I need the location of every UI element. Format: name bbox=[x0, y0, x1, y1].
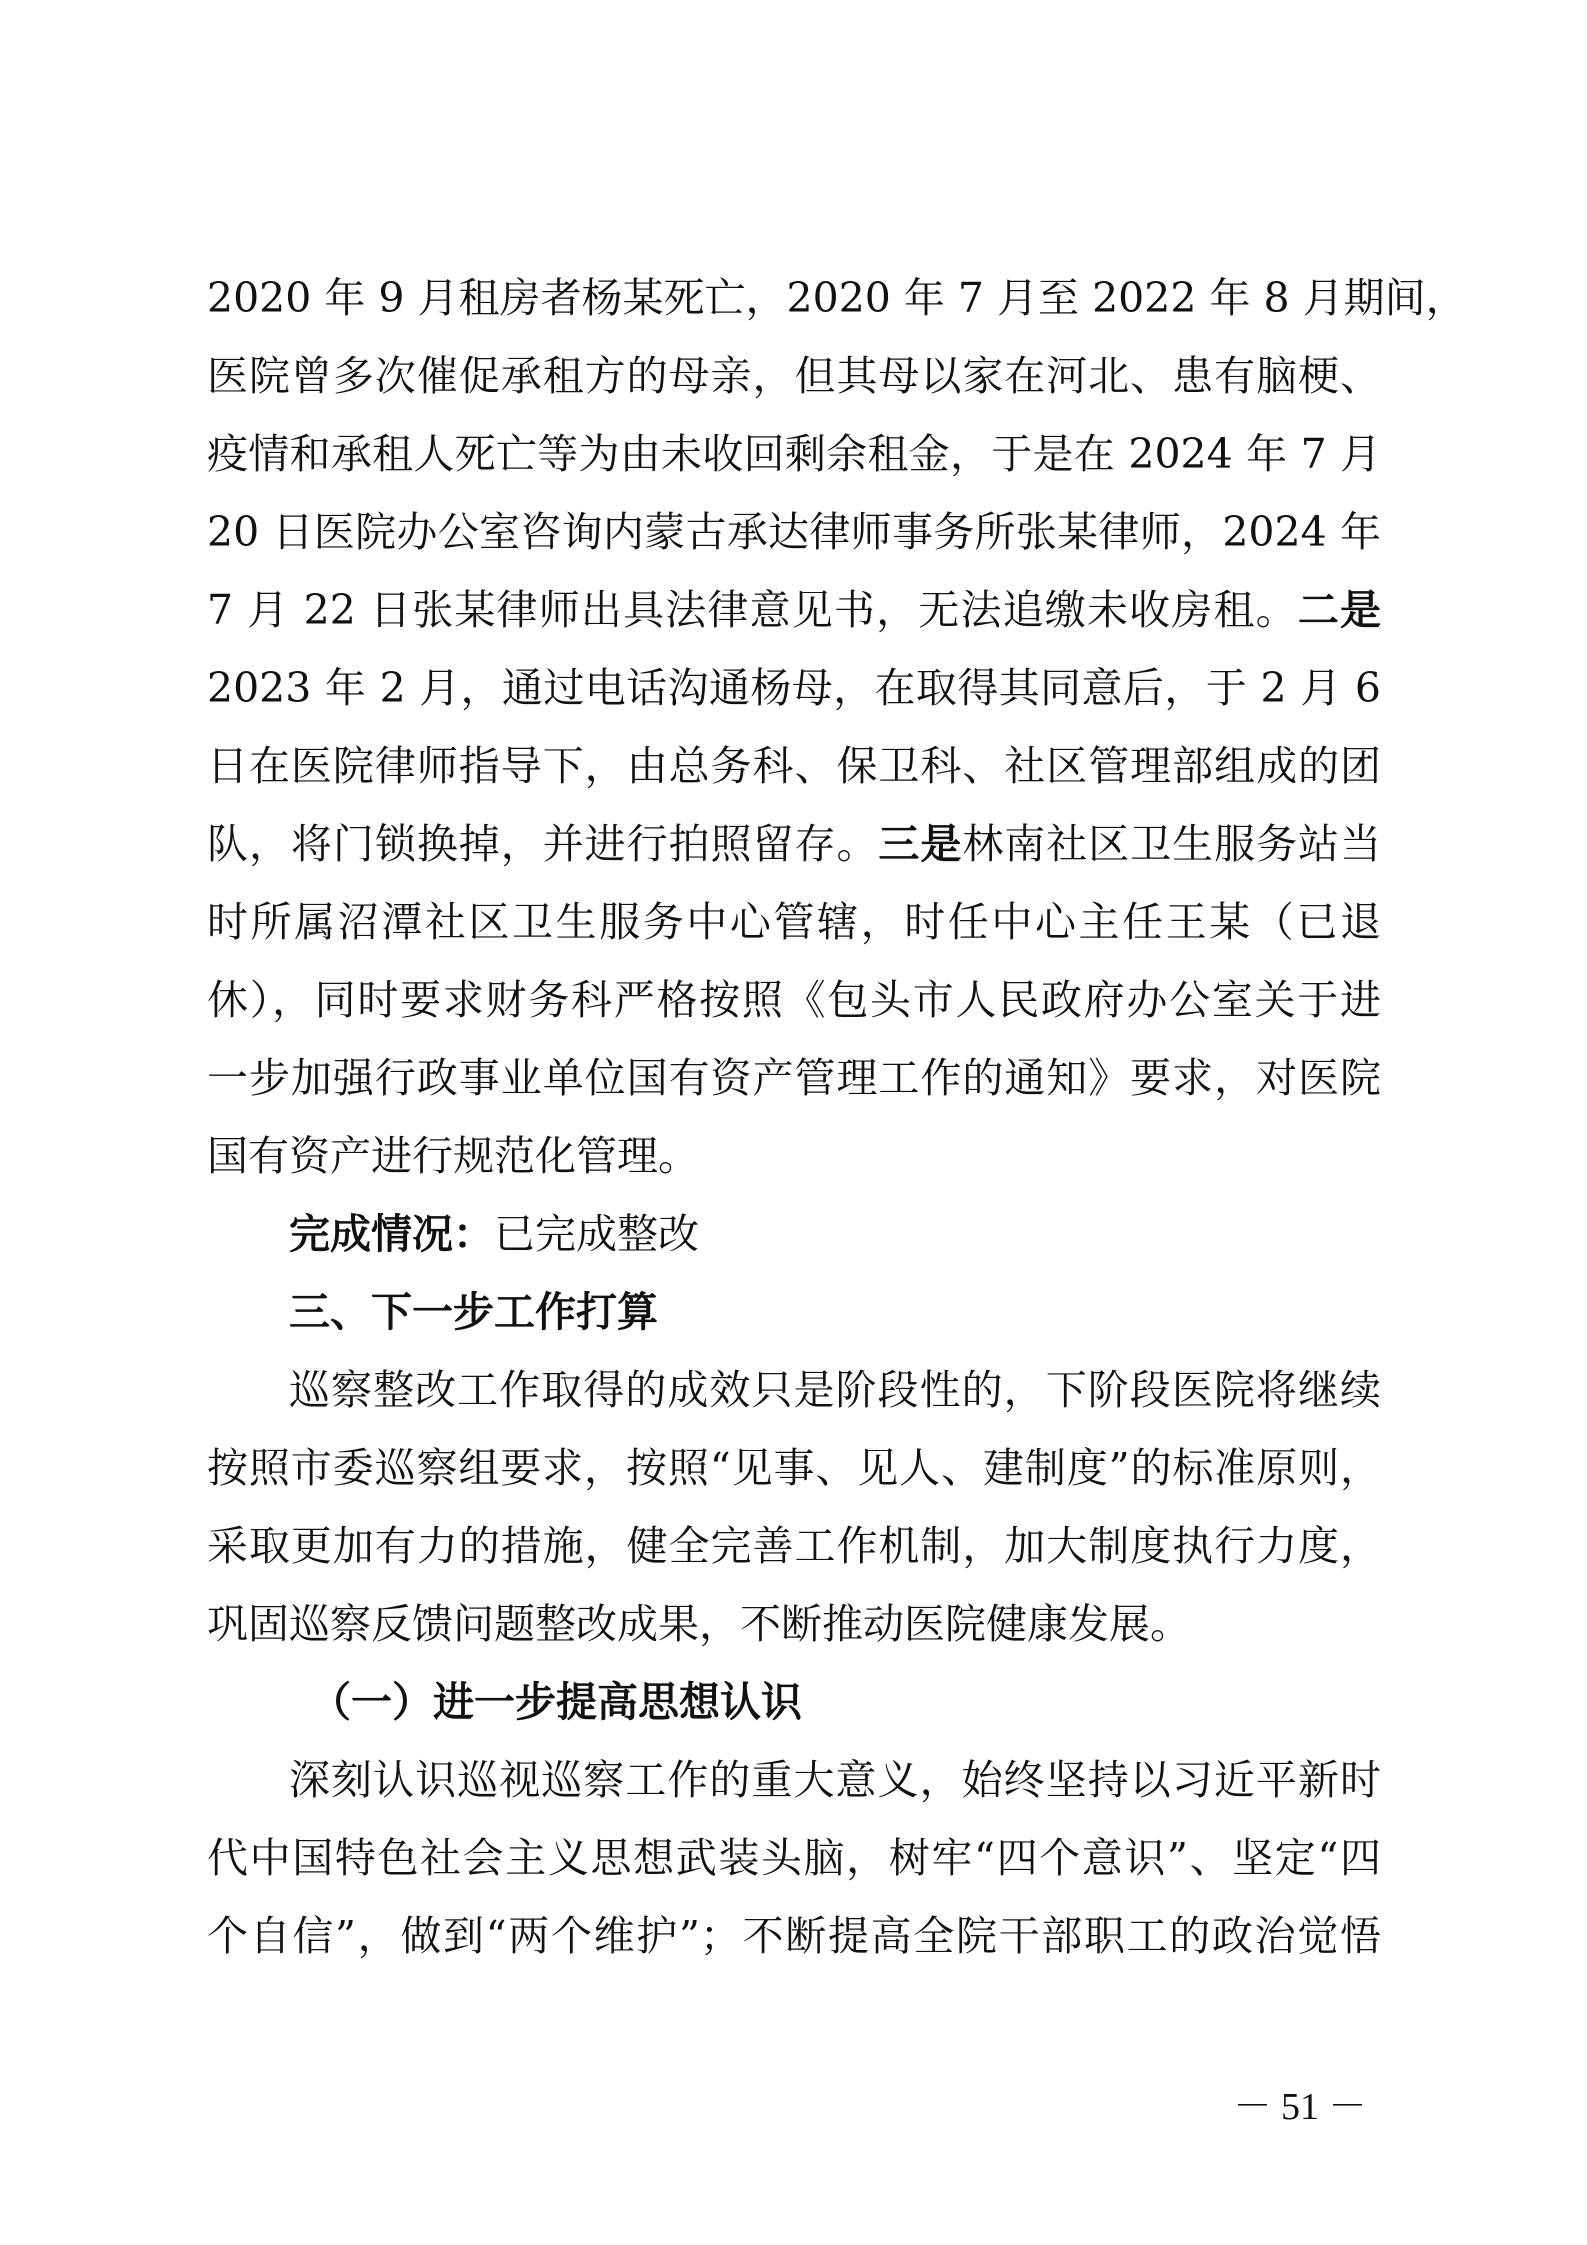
paragraph-line: 国有资产进行规范化管理。 bbox=[207, 1132, 699, 1180]
paragraph-line: 代中国特色社会主义思想武装头脑，树牢“四个意识”、坚定“四 bbox=[207, 1834, 1381, 1882]
completion-status bbox=[289, 1204, 1381, 1264]
subsection-heading: （一）进一步提高思想认识 bbox=[310, 1678, 802, 1726]
paragraph-line: 疫情和承租人死亡等为由未收回剩余租金，于是在 2024 年 7 月 bbox=[207, 430, 1381, 478]
paragraph-line: 巩固巡察反馈问题整改成果，不断推动医院健康发展。 bbox=[207, 1600, 1191, 1648]
paragraph-line: 医院曾多次催促承租方的母亲，但其母以家在河北、患有脑梗、 bbox=[207, 352, 1381, 400]
paragraph-line bbox=[207, 814, 1381, 874]
paragraph-line: 按照市委巡察组要求，按照“见事、见人、建制度”的标准原则， bbox=[207, 1444, 1381, 1492]
paragraph-text: 7 月 22 日张某律师出具法律意见书，无法追缴未收房租。 bbox=[207, 586, 1298, 634]
emphasis-text: 二是 bbox=[1297, 586, 1381, 634]
paragraph-line: 一步加强行政事业单位国有资产管理工作的通知》要求，对医院 bbox=[207, 1054, 1381, 1102]
paragraph-line: 日在医院律师指导下，由总务科、保卫科、社区管理部组成的团 bbox=[207, 742, 1381, 790]
completion-label: 完成情况： bbox=[289, 1210, 494, 1258]
paragraph-line: 2023 年 2 月，通过电话沟通杨母，在取得其同意后，于 2 月 6 bbox=[207, 664, 1381, 712]
paragraph-text: 林南社区卫生服务站当 bbox=[962, 820, 1382, 868]
paragraph-line bbox=[207, 580, 1381, 640]
paragraph-line: 个自信”，做到“两个维护”；不断提高全院干部职工的政治觉悟 bbox=[207, 1912, 1381, 1960]
paragraph-line: 巡察整改工作取得的成效只是阶段性的，下阶段医院将继续 bbox=[289, 1366, 1381, 1414]
paragraph-text: 队，将门锁换掉，并进行拍照留存。 bbox=[207, 820, 879, 868]
paragraph-line: 时所属沼潭社区卫生服务中心管辖，时任中心主任王某（已退 bbox=[207, 898, 1381, 946]
paragraph-line: 深刻认识巡视巡察工作的重大意义，始终坚持以习近平新时 bbox=[289, 1756, 1381, 1804]
page-number: － 51 － bbox=[1233, 2086, 1367, 2128]
paragraph-line: 休），同时要求财务科严格按照《包头市人民政府办公室关于进 bbox=[207, 976, 1381, 1024]
emphasis-text: 三是 bbox=[878, 820, 963, 868]
paragraph-line: 20 日医院办公室咨询内蒙古承达律师事务所张某律师，2024 年 bbox=[207, 508, 1381, 556]
paragraph-line: 采取更加有力的措施，健全完善工作机制，加大制度执行力度， bbox=[207, 1522, 1381, 1570]
completion-value: 已完成整改 bbox=[494, 1210, 699, 1258]
section-heading: 三、下一步工作打算 bbox=[289, 1288, 658, 1336]
paragraph-line: 2020 年 9 月租房者杨某死亡，2020 年 7 月至 2022 年 8 月期间， bbox=[207, 274, 1467, 322]
